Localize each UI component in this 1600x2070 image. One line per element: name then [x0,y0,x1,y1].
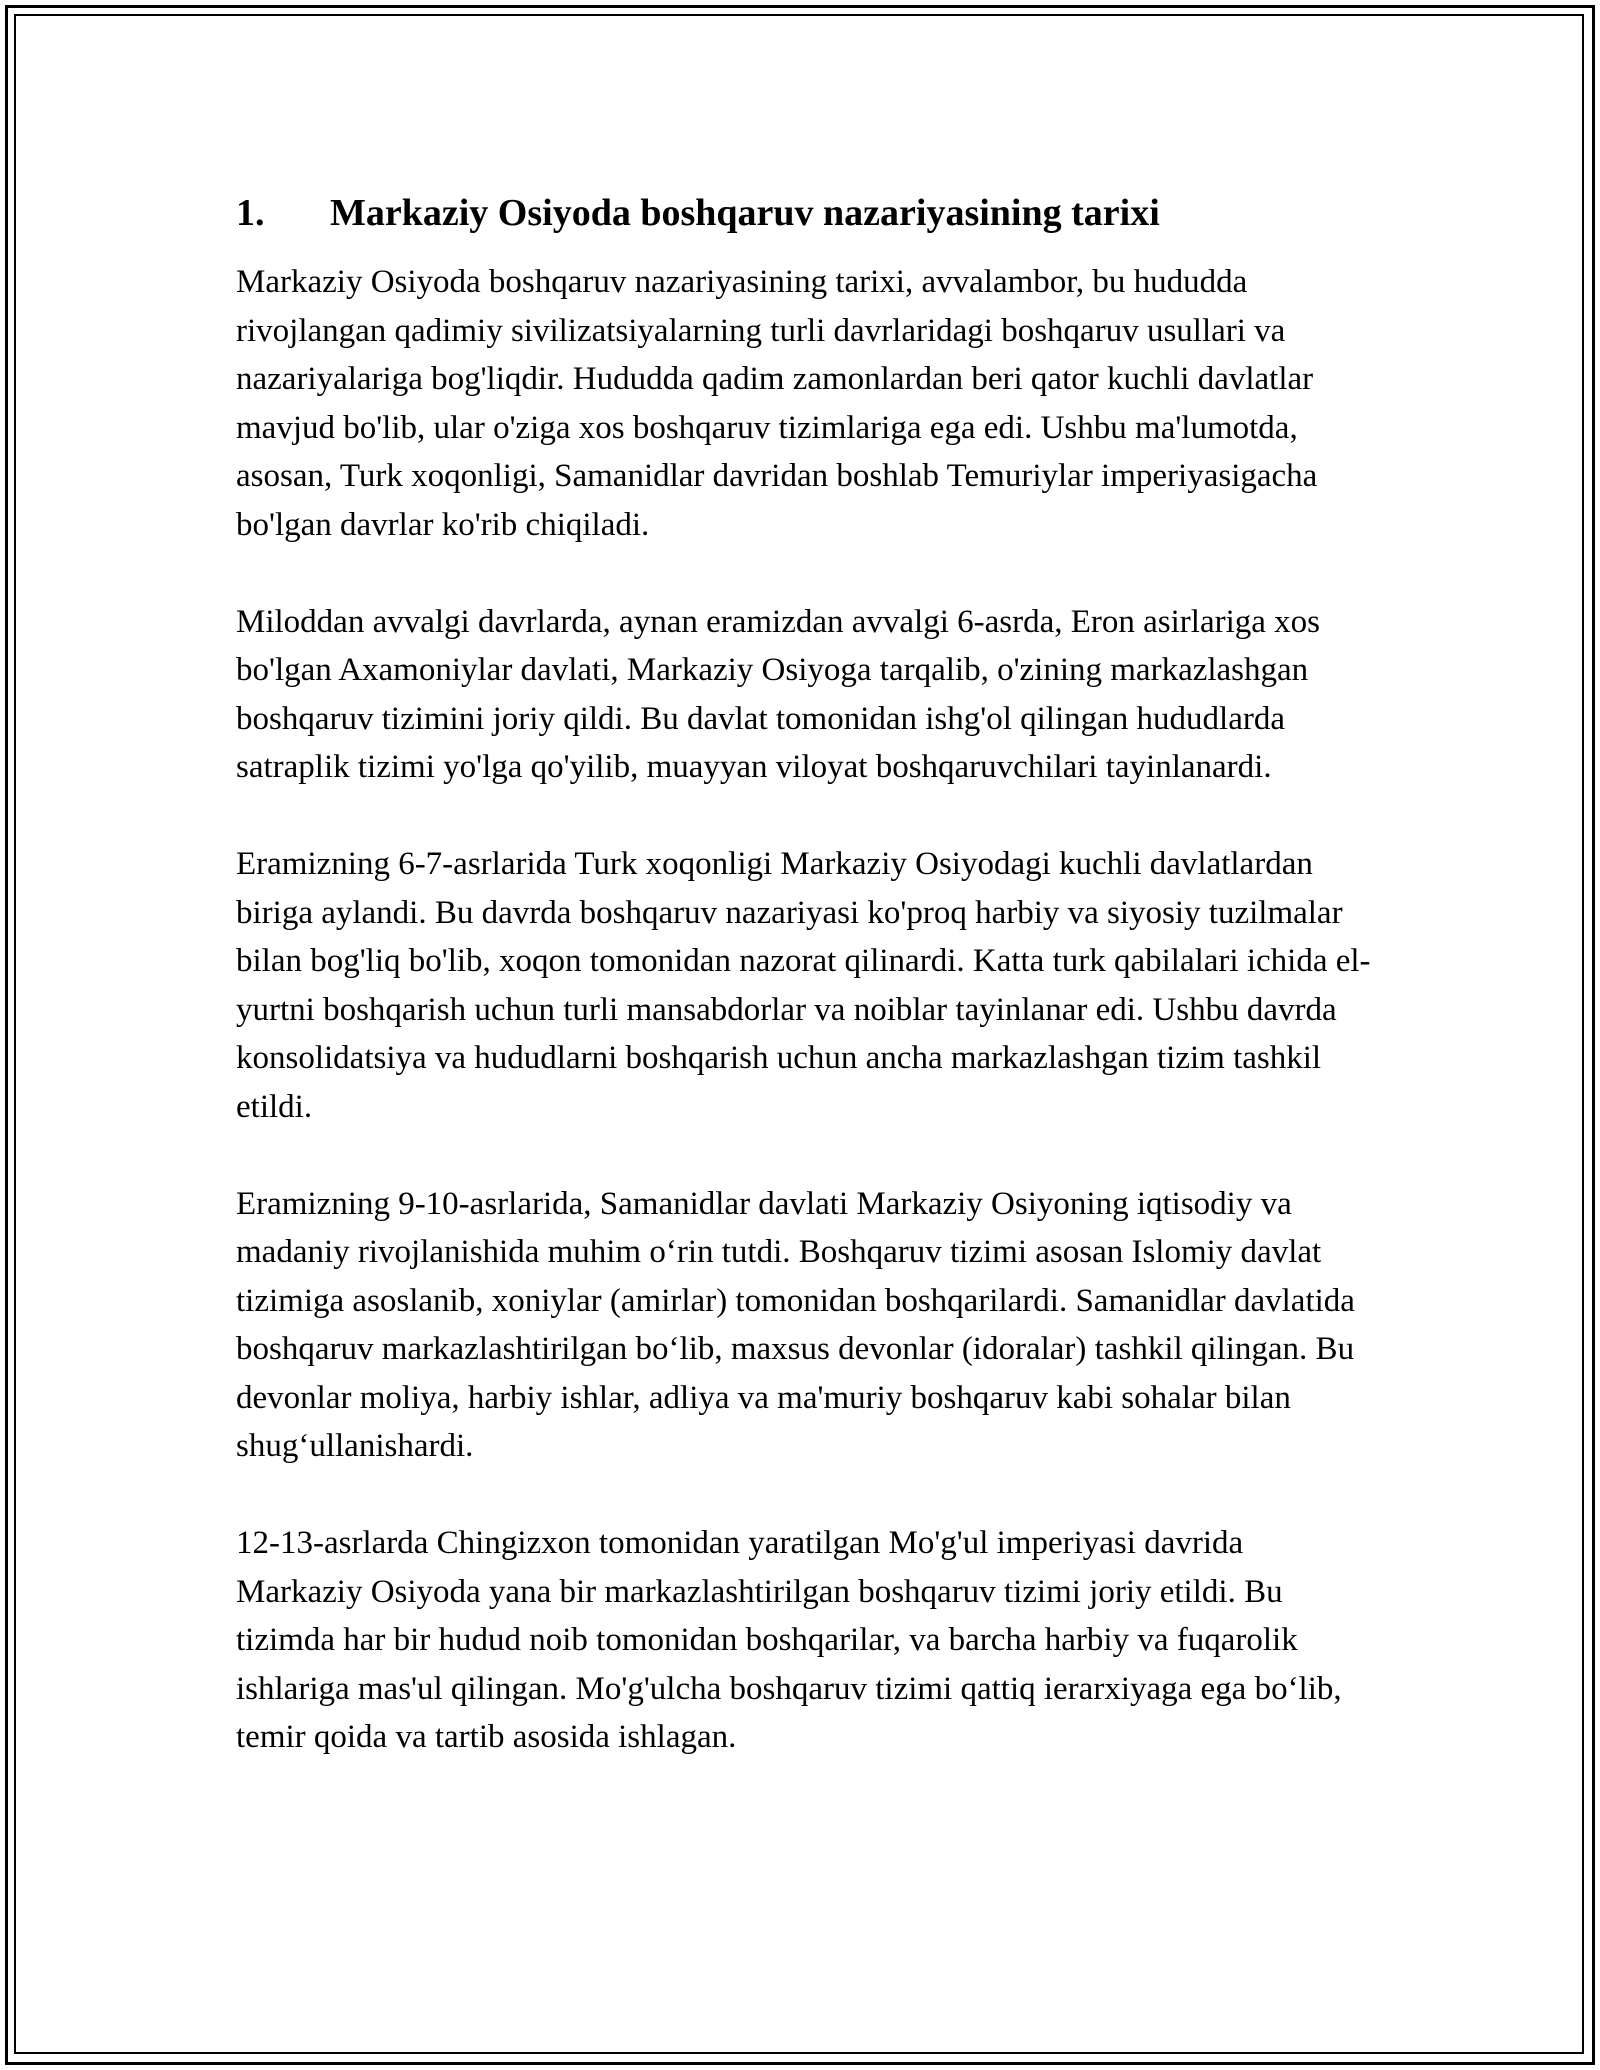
paragraph: Eramizning 6-7-asrlarida Turk xoqonligi Markaziy Osiyodagi kuchli davlatlardan biriga aylandi. Bu davrda boshqaruv nazariyasi ko'proq harbiy va siyosiy tuzilmalar bilan bog'liq bo'lib, xoqon tomonidan nazorat qilinardi. Katta turk qabilalari ichida el-yurtni boshqarish uchun turli mansabdorlar va noiblar tayinlanar edi. Ushbu davrda konsolidatsiya va hududlarni boshqarish uchun ancha markazlashgan tizim tashkil etildi. [236,846,1371,1125]
document-body [236,188,1376,1762]
paragraph: Eramizning 9-10-asrlarida, Samanidlar davlati Markaziy Osiyoning iqtisodiy va madaniy rivojlanishida muhim o‘rin tutdi. Boshqaruv tizimi asosan Islomiy davlat tizimiga asoslanib, xoniylar (amirlar) tomonidan boshqarilardi. Samanidlar davlatida boshqaruv markazlashtirilgan bo‘lib, maxsus devonlar (idoralar) tashkil qilingan. Bu devonlar moliya, harbiy ishlar, adliya va ma'muriy boshqaruv kabi sohalar bilan shug‘ullanishardi. [236,1185,1355,1464]
paragraph: 12-13-asrlarda Chingizxon tomonidan yaratilgan Mo'g'ul imperiyasi davrida Markaziy Osiyoda yana bir markazlashtirilgan boshqaruv tizimi joriy etildi. Bu tizimda har bir hudud noib tomonidan boshqarilar, va barcha harbiy va fuqarolik ishlariga mas'ul qilingan. Mo'g'ulcha boshqaruv tizimi qattiq ierarxiyaga ega bo‘lib, temir qoida va tartib asosida ishlagan. [236,1525,1342,1755]
section-heading [236,188,1376,238]
paragraph: Markaziy Osiyoda boshqaruv nazariyasining tarixi, avvalambor, bu hududda rivojlangan qadimiy sivilizatsiyalarning turli davrlaridagi boshqaruv usullari va nazariyalariga bog'liqdir. Hududda qadim zamonlardan beri qator kuchli davlatlar mavjud bo'lib, ular o'ziga xos boshqaruv tizimlariga ega edi. Ushbu ma'lumotda, asosan, Turk xoqonligi, Samanidlar davridan boshlab Temuriylar imperiyasigacha bo'lgan davrlar ko'rib chiqiladi. [236,264,1318,543]
paragraph: Miloddan avvalgi davrlarda, aynan eramizdan avvalgi 6-asrda, Eron asirlariga xos bo'lgan Axamoniylar davlati, Markaziy Osiyoga tarqalib, o'zining markazlashgan boshqaruv tizimini joriy qildi. Bu davlat tomonidan ishg'ol qilingan hududlarda satraplik tizimi yo'lga qo'yilib, muayyan viloyat boshqaruvchilari tayinlanardi. [236,603,1321,785]
section-number: 1. [236,192,265,234]
section-title: Markaziy Osiyoda boshqaruv nazariyasining tarixi [330,192,1160,234]
